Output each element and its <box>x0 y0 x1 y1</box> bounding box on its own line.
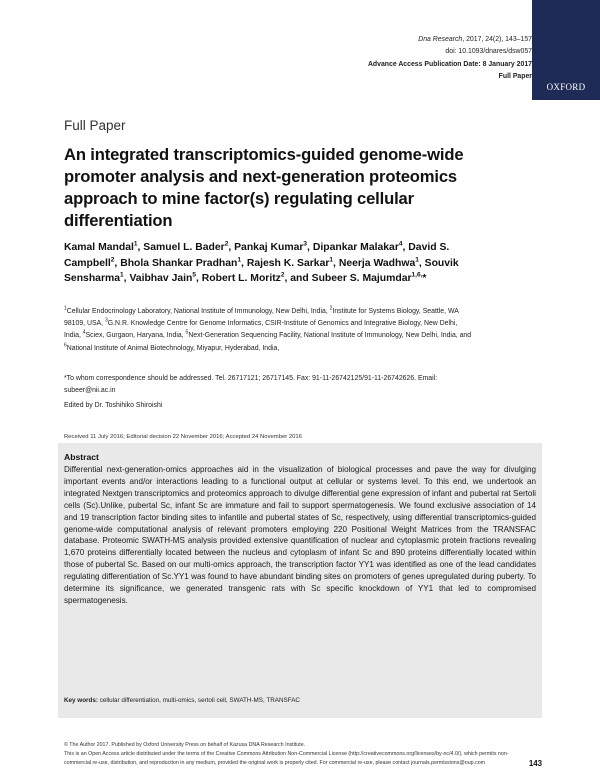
author[interactable]: Samuel L. Bader$^2$, <box>143 240 235 253</box>
article-type: Full Paper <box>498 72 532 80</box>
author-name: David S. Campbell <box>64 242 450 269</box>
oxford-logo-text: OXFORD <box>546 82 586 92</box>
author-affil: 1 <box>120 271 124 279</box>
affiliation: National Institute of Animal Biotechnology, Miyapur, Hyderabad, India, <box>66 344 280 352</box>
author-name: Pankaj Kumar <box>234 242 304 253</box>
author[interactable]: David S. Campbell$^2$, <box>64 242 450 269</box>
journal-meta <box>368 34 532 83</box>
author[interactable]: Rajesh K. Sarkar$^1$, <box>246 256 339 269</box>
doi[interactable]: doi: 10.1093/dnares/dsw057 <box>445 48 532 56</box>
page-number: 143 <box>528 759 542 768</box>
author[interactable] <box>290 273 426 284</box>
author-name: Rajesh K. Sarkar <box>246 257 330 269</box>
copyright-line: © The Author 2017. Published by Oxford University Press on behalf of Kazusa DNA Research Institute. <box>64 742 306 748</box>
author-name: Neerja Wadhwa <box>338 257 416 269</box>
citation-text: , 2017, 24(2), 143–157 <box>462 36 532 43</box>
editor-note: Edited by Dr. Toshihiko Shiroishi <box>64 402 163 409</box>
author-name: and Subeer S. Majumdar <box>290 273 412 285</box>
keywords-label: Key words: <box>64 697 98 704</box>
author-affil: 1 <box>237 256 242 264</box>
author-list <box>64 240 484 287</box>
author-affil: 1,6, <box>411 271 423 279</box>
oxford-logo <box>532 0 600 100</box>
affiliation: G.N.R. Knowledge Centre for Genome Informatics, CSIR-Institute of Genomics and Integrative Biology, New Delhi, India, <box>64 320 458 340</box>
author[interactable]: Kamal Mandal$^1$, <box>64 240 144 253</box>
author[interactable]: Bhola Shankar Pradhan$^1$, <box>120 256 247 269</box>
keywords <box>64 697 536 704</box>
affiliation: Sciex, Gurgaon, Haryana, India, <box>85 332 186 340</box>
journal-name: Dna Research <box>418 36 463 43</box>
author-name: Dipankar Malakar <box>312 242 399 253</box>
license-text: This is an Open Access article distributed under the terms of the Creative Commons Attribution Non-Commercial License (http://creativecommons.org/licenses/by-nc/4.0/), which permits non-commercial re-use, distribution, and reproduction in any medium, provided the original work is properly cited. For commercial re-use, please contact journals.permissions@oup.com <box>64 751 509 767</box>
affiliations: $^1$Cellular Endocrinology Laboratory, National Institute of Immunology, New Delhi, India, $^2$Institute for Systems Biology, Seattle, WA 98109, USA, $^3$G.N.R. Knowledge Centre for Genome Informatics, CSIR-Institute of Genomics and Integrative Biology, New Delhi, India, $^4$Sciex, Gurgaon, Haryana, India, $^5$Next-Generation Sequencing Facility, National Institute of Immunology, New Delhi, India, and $^6$National Institute of Animal Biotechnology, Miyapur, Hyderabad, India, <box>64 305 472 352</box>
author-name: Samuel L. Bader <box>143 242 225 253</box>
author[interactable]: Vaibhav Jain$^5$, <box>129 271 202 285</box>
author-affil: 1 <box>329 256 334 264</box>
footer-license <box>64 741 516 769</box>
author-name: Robert L. Moritz <box>201 273 281 285</box>
author-affil: 2 <box>110 256 115 264</box>
author-affil: 3 <box>303 240 308 248</box>
affiliation: Institute for Systems Biology, Seattle, WA 98109, USA, <box>64 308 459 328</box>
abstract-text: Differential next-generation-omics approaches aid in the visualization of biological processes and pave the way for divulging important events and/or interactions leading to a functional output at cellular or systems level. To this end, we undertook an integrated Nextgen transcriptomics and proteomics approach to divulge differential gene expression of infant and pubertal rat Sertoli cells (Sc).Unlike, pubertal Sc, infant Sc are immature and fail to support spermatogenesis. We found exclusive association of 14 and 19 transcription factor binding sites to infantile and pubertal states of Sc, respectively, using differential transcriptomics-guided genome-wide computational analysis of relevant promoters employing 220 Positional Weight Matrices from the TRANSFAC database. Proteomic SWATH-MS analysis provided extensive quantification of nuclear and cytoplasmic protein fractions revealing 1,670 proteins differentially located between the nucleus and cytoplasm of infant Sc and 890 proteins differentially located within those of pubertal Sc. Based on our multi-omics approach, the transcription factor YY1 was identified as one of the lead candidates regulating differentiation of Sc.YY1 was found to have abundant binding sites on promoters of genes upregulated during puberty. To determine its significance, we generated transgenic rats with Sc specific knockdown of YY1 that led to compromised spermatogenesis. <box>64 465 536 605</box>
author-name: Kamal Mandal <box>64 242 134 253</box>
advance-access-date: Advance Access Publication Date: 8 January 2017 <box>367 60 532 68</box>
article-title: An integrated transcriptomics-guided genome-wide promoter analysis and next-generation proteomics approach to mine factor(s) regulating cellular differentiation <box>64 145 464 230</box>
author-affil: 4 <box>398 240 403 248</box>
keywords-text: cellular differentiation, multi-omics, sertoli cell, SWATH-MS, TRANSFAC <box>97 697 300 704</box>
author-affil: 1 <box>415 256 419 264</box>
abstract-heading: Abstract <box>64 452 99 462</box>
author[interactable]: Robert L. Moritz$^2$, <box>201 271 291 285</box>
author[interactable]: Souvik Sensharma$^1$, <box>64 257 459 285</box>
section-label: Full Paper <box>64 118 126 133</box>
correspondence-note: *To whom correspondence should be addressed. Tel. 26717121; 26717145. Fax: 91-11-26742125/91-11-26742626. Email: subeer@nii.ac.in <box>64 375 438 394</box>
author-affil: 1 <box>133 240 138 248</box>
corresponding-mark: * <box>422 273 427 285</box>
author-name: Bhola Shankar Pradhan <box>120 257 238 269</box>
received-dates: Received 11 July 2016; Editorial decision 22 November 2016; Accepted 24 November 2016 <box>64 434 302 440</box>
author[interactable]: Neerja Wadhwa$^1$, <box>338 256 425 269</box>
affiliation: Next-Generation Sequencing Facility, National Institute of Immunology, New Delhi, India, and <box>188 332 472 340</box>
author-affil: 2 <box>224 240 229 248</box>
author[interactable]: Dipankar Malakar$^4$, <box>312 240 409 253</box>
author-affil: 2 <box>280 271 285 279</box>
author-name: Vaibhav Jain <box>129 273 193 285</box>
journal-citation <box>368 34 532 46</box>
affiliation: Cellular Endocrinology Laboratory, National Institute of Immunology, New Delhi, India, <box>66 308 330 315</box>
author-affil: 5 <box>192 271 197 279</box>
author[interactable]: Pankaj Kumar$^3$, <box>234 240 313 253</box>
author-name: Souvik Sensharma <box>64 257 459 285</box>
